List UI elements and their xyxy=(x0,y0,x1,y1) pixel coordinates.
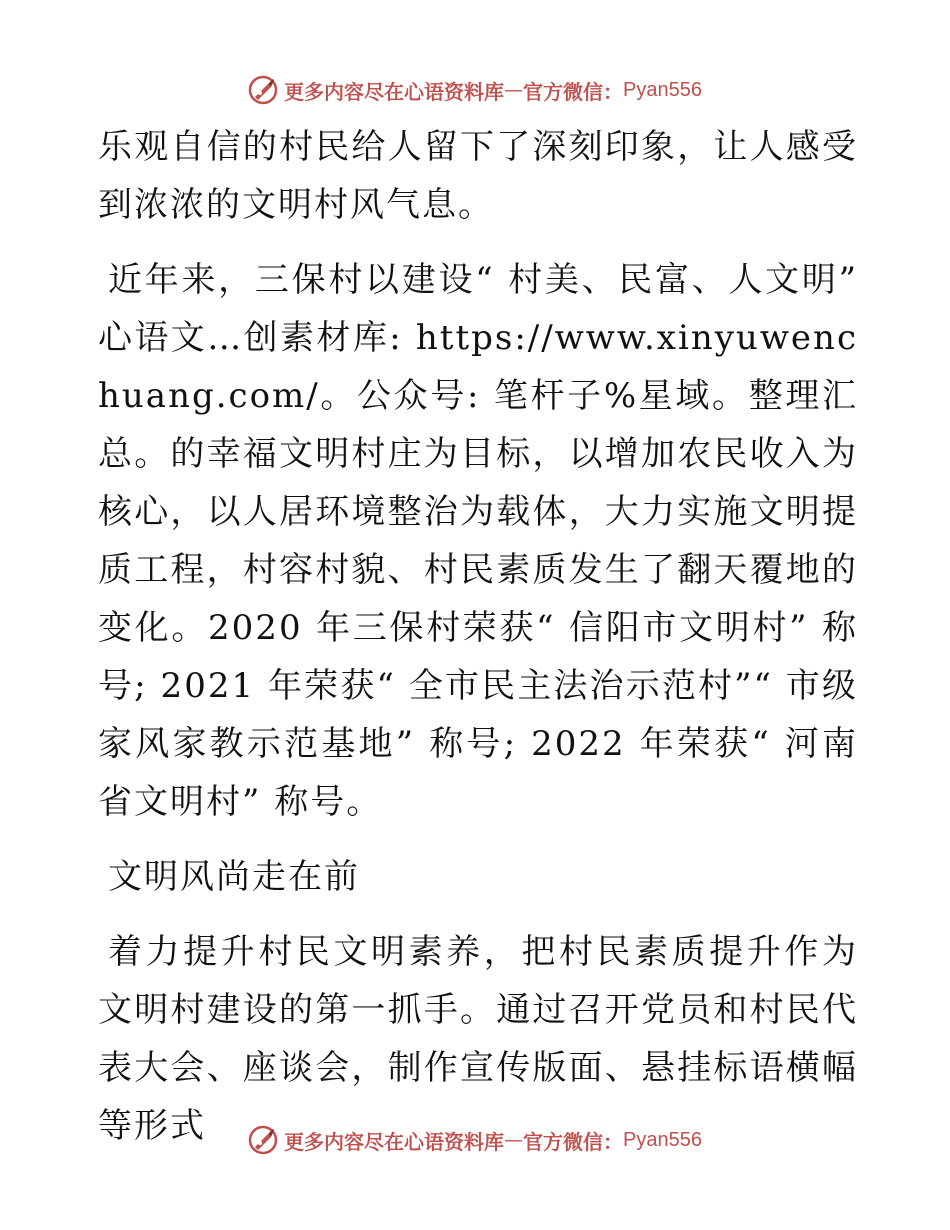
watermark-wechat-label: 官方微信： xyxy=(523,1129,624,1154)
watermark-wechat-id: Pyan556 xyxy=(623,1128,702,1151)
section-heading: 文明风尚走在前 xyxy=(108,857,360,897)
footer-watermark xyxy=(0,1120,950,1160)
paragraph-2: 近年来，三保村以建设“ 村美、民富、人文明” 心语文…创素材库: https://www.xinyuwenchuang.com/。公众号: 笔杆子%星域。整理汇总。的幸福文明村庄为目标，以增加农民收入为核心，以人居环境整治为载体，大力实施文明提质工程，村容村貌、村民素质发生了翻天覆地的变化。2020 年三保村荣获“ 信阳市文明村” 称号; 2021 年荣获“ 全市民主法治示范村”“ 市级家风家教示范基地” 称号; 2022 年荣获“ 河南省文明村” 称号。 xyxy=(98,260,858,822)
paragraph-1: 乐观自信的村民给人留下了深刻印象，让人感受到浓浓的文明村风气息。 xyxy=(98,127,858,225)
watermark-site-text: 更多内容尽在心语资料库 xyxy=(284,79,505,104)
header-watermark xyxy=(0,70,950,110)
quill-pen-logo-icon xyxy=(248,75,278,105)
document-body xyxy=(98,118,858,1172)
watermark-separator: — xyxy=(504,1129,524,1151)
watermark-separator: — xyxy=(504,79,524,101)
watermark-wechat-label: 官方微信： xyxy=(523,79,624,104)
quill-pen-logo-icon xyxy=(248,1125,278,1155)
watermark-site-text: 更多内容尽在心语资料库 xyxy=(284,1129,505,1154)
watermark-wechat-id: Pyan556 xyxy=(623,78,702,101)
section-paragraph: 着力提升村民文明素养，把村民素质提升作为文明村建设的第一抓手。通过召开党员和村民代表大会、座谈会，制作宣传版面、悬挂标语横幅等形式 xyxy=(98,932,858,1146)
